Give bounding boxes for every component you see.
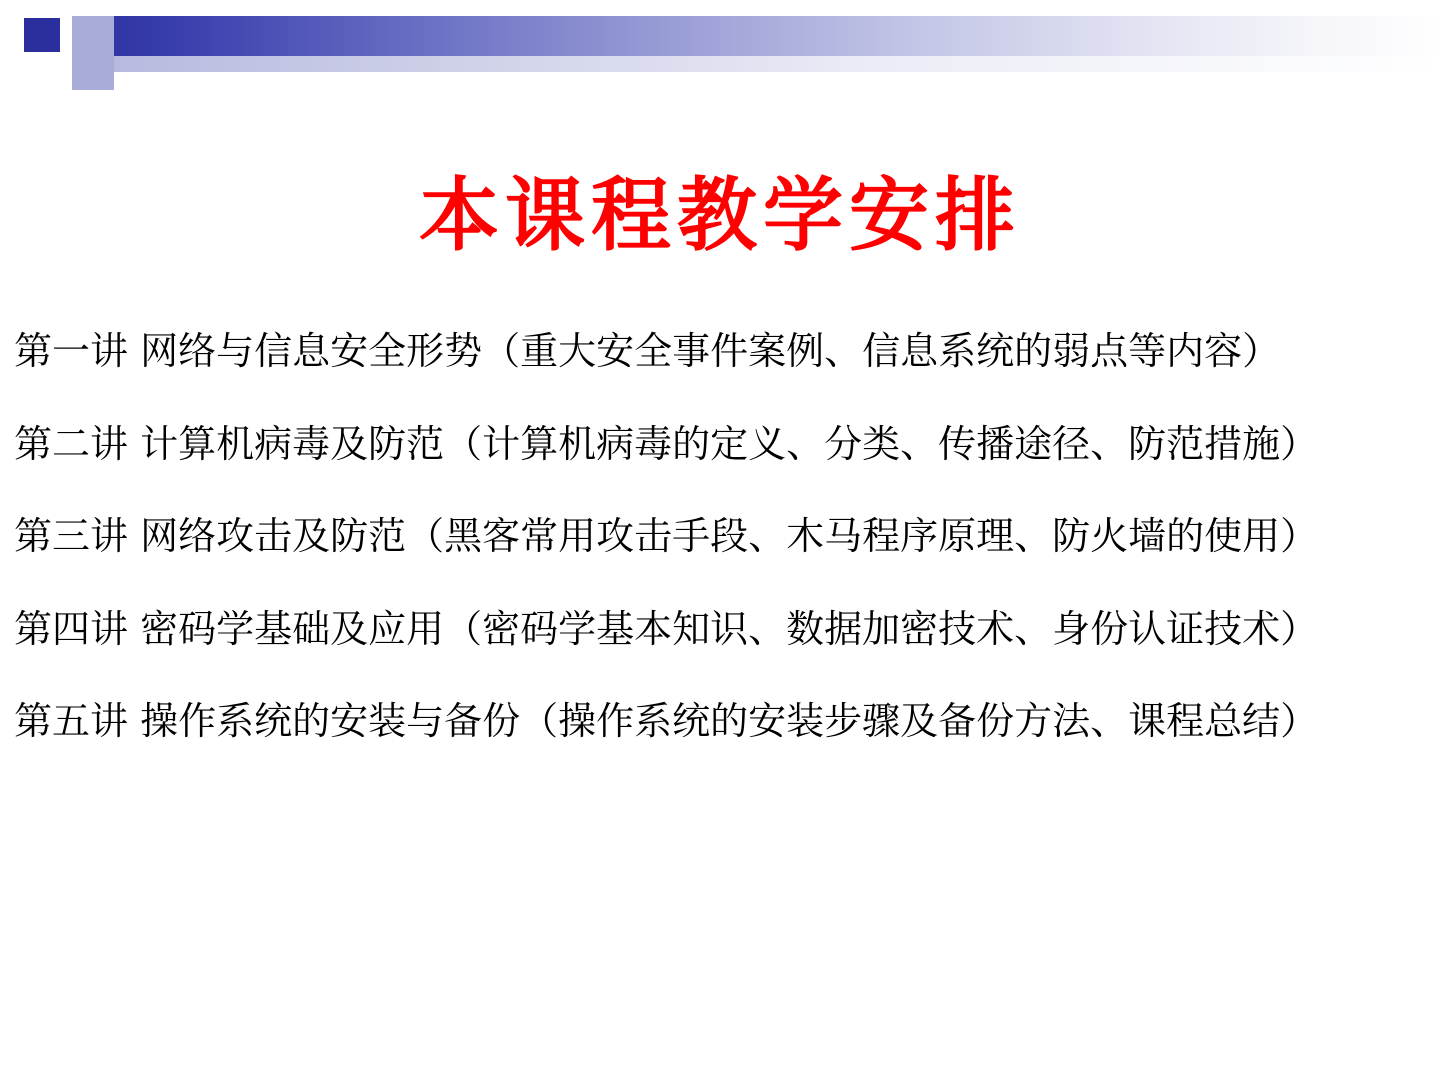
gradient-strip: [114, 56, 1440, 72]
decorative-header-band: [0, 0, 1440, 90]
list-item: 第二讲 计算机病毒及防范（计算机病毒的定义、分类、传播途径、防范措施）: [14, 421, 1319, 466]
accent-square-dark: [24, 18, 60, 52]
accent-square-pale: [24, 52, 72, 90]
list-item: 第五讲 操作系统的安装与备份（操作系统的安装步骤及备份方法、课程总结）: [14, 699, 1319, 744]
list-item: 第四讲 密码学基础及应用（密码学基本知识、数据加密技术、身份认证技术）: [14, 606, 1319, 651]
course-outline-list: [0, 330, 1440, 743]
gradient-bar: [72, 16, 1440, 56]
list-item: 第三讲 网络攻击及防范（黑客常用攻击手段、木马程序原理、防火墙的使用）: [14, 514, 1319, 559]
list-item: 第一讲 网络与信息安全形势（重大安全事件案例、信息系统的弱点等内容）: [14, 329, 1281, 373]
accent-block-light: [72, 16, 114, 90]
page-title: 本课程教学安排: [419, 168, 1021, 262]
